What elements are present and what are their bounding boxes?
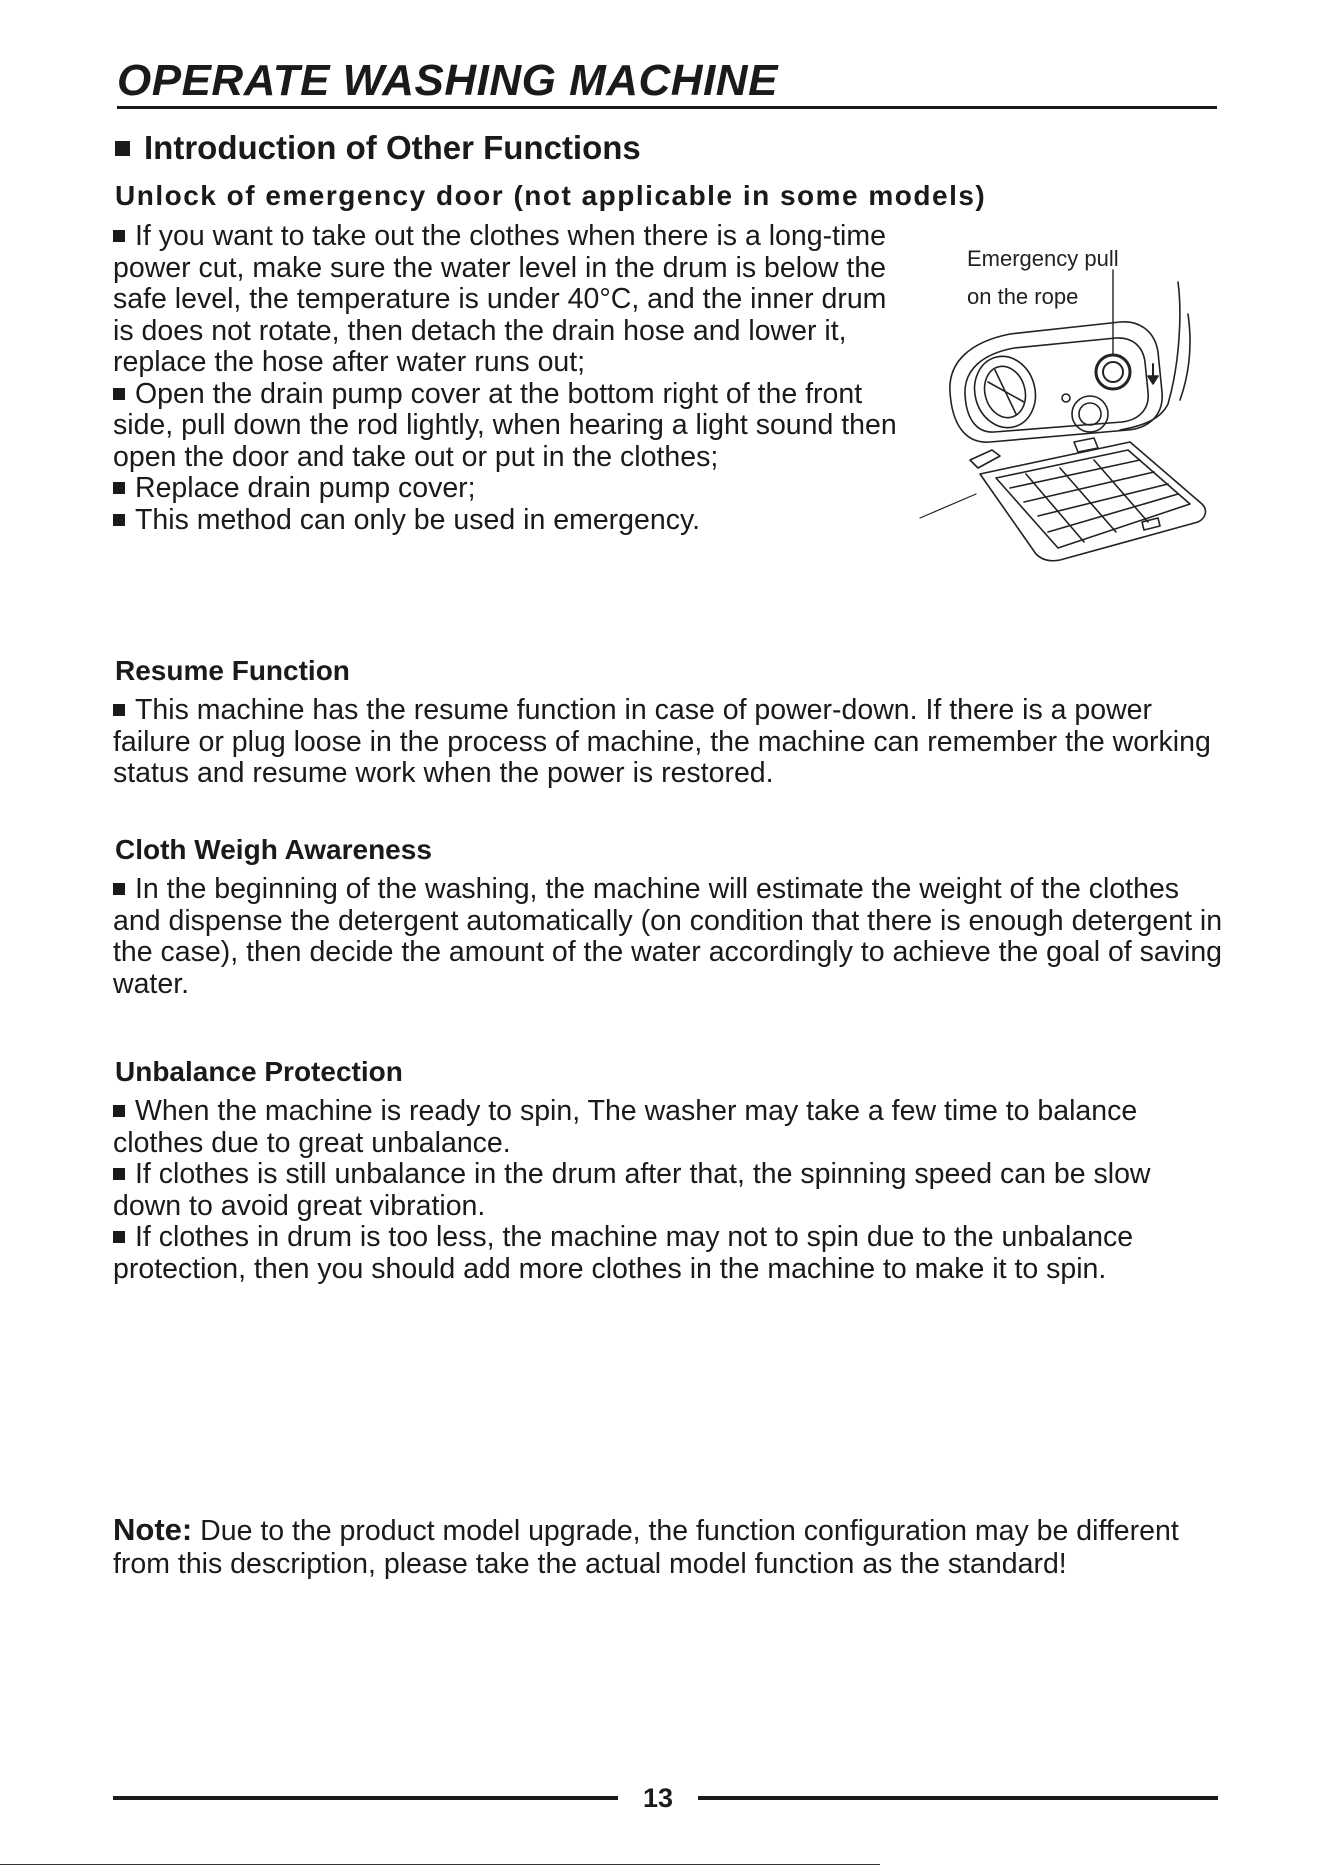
section-heading-text: Introduction of Other Functions <box>144 129 641 166</box>
resume-heading: Resume Function <box>115 655 350 686</box>
note <box>113 1513 1223 1581</box>
figure-label-emergency-pull: Emergency pull <box>967 246 1119 271</box>
square-bullet-icon <box>113 1105 125 1117</box>
square-bullet-icon <box>115 141 130 156</box>
unlock-heading: Unlock of emergency door (not applicable in some models) <box>115 180 987 211</box>
list-item <box>113 473 913 505</box>
list-item-text: This method can only be used in emergency. <box>135 503 701 536</box>
square-bullet-icon <box>113 1231 125 1243</box>
square-bullet-icon <box>113 883 125 895</box>
note-label: Note: <box>113 1512 193 1547</box>
square-bullet-icon <box>113 514 125 526</box>
unbalance-list <box>113 1096 1223 1285</box>
section-heading <box>115 128 641 168</box>
unbalance-heading: Unbalance Protection <box>115 1056 403 1087</box>
figure-label-on-the-rope: on the rope <box>967 284 1079 309</box>
square-bullet-icon <box>113 388 125 400</box>
page-footer <box>113 1783 1218 1813</box>
list-item <box>113 221 913 379</box>
drain-pump-illustration <box>910 242 1220 572</box>
list-item-text: If clothes in drum is too less, the machine may not to spin due to the unbalance protection, then you should add more clothes in the machine to make it to spin. <box>113 1221 1134 1285</box>
square-bullet-icon <box>113 1168 125 1180</box>
square-bullet-icon <box>113 482 125 494</box>
unlock-list <box>113 221 913 536</box>
list-item <box>113 505 913 537</box>
square-bullet-icon <box>113 230 125 242</box>
list-item-text: This machine has the resume function in case of power-down. If there is a power failure or plug loose in the process of machine, the machine can remember the working status and resume work when the power is restored. <box>113 694 1211 789</box>
list-item-text: When the machine is ready to spin, The washer may take a few time to balance clothes due to great unbalance. <box>113 1095 1138 1159</box>
list-item <box>113 874 1223 1000</box>
list-item <box>113 1222 1223 1285</box>
square-bullet-icon <box>113 704 125 716</box>
page-title: OPERATE WASHING MACHINE <box>117 58 1217 109</box>
weigh-heading: Cloth Weigh Awareness <box>115 834 432 865</box>
resume-list <box>113 695 1223 790</box>
list-item-text: Open the drain pump cover at the bottom right of the front side, pull down the rod lightly, when hearing a light sound then open the door and take out or put in the clothes; <box>113 377 897 473</box>
list-item <box>113 1159 1223 1222</box>
page-number: 13 <box>642 1783 674 1813</box>
list-item-text: If you want to take out the clothes when there is a long-time power cut, make sure the water level in the drum is below the safe level, the temperature is under 40°C, and the inner drum is does not rotate, then detach the drain hose and lower it, replace the hose after water runs out; <box>113 220 887 378</box>
list-item <box>113 695 1223 790</box>
list-item-text: If clothes is still unbalance in the drum after that, the spinning speed can be slow down to avoid great vibration. <box>113 1158 1151 1222</box>
list-item <box>113 1096 1223 1159</box>
list-item-text: In the beginning of the washing, the machine will estimate the weight of the clothes and dispense the detergent automatically (on condition that there is enough detergent in the case), then decide the amount of the water accordingly to achieve the goal of saving water. <box>113 873 1223 1000</box>
footer-rule-left <box>113 1796 618 1800</box>
footer-rule-right <box>698 1796 1218 1800</box>
list-item <box>113 379 913 474</box>
note-text: Due to the product model upgrade, the function configuration may be different from this description, please take the actual model function as the standard! <box>113 1515 1179 1580</box>
bottom-edge-line <box>0 1864 880 1865</box>
weigh-list <box>113 874 1223 1000</box>
list-item-text: Replace drain pump cover; <box>135 472 476 504</box>
